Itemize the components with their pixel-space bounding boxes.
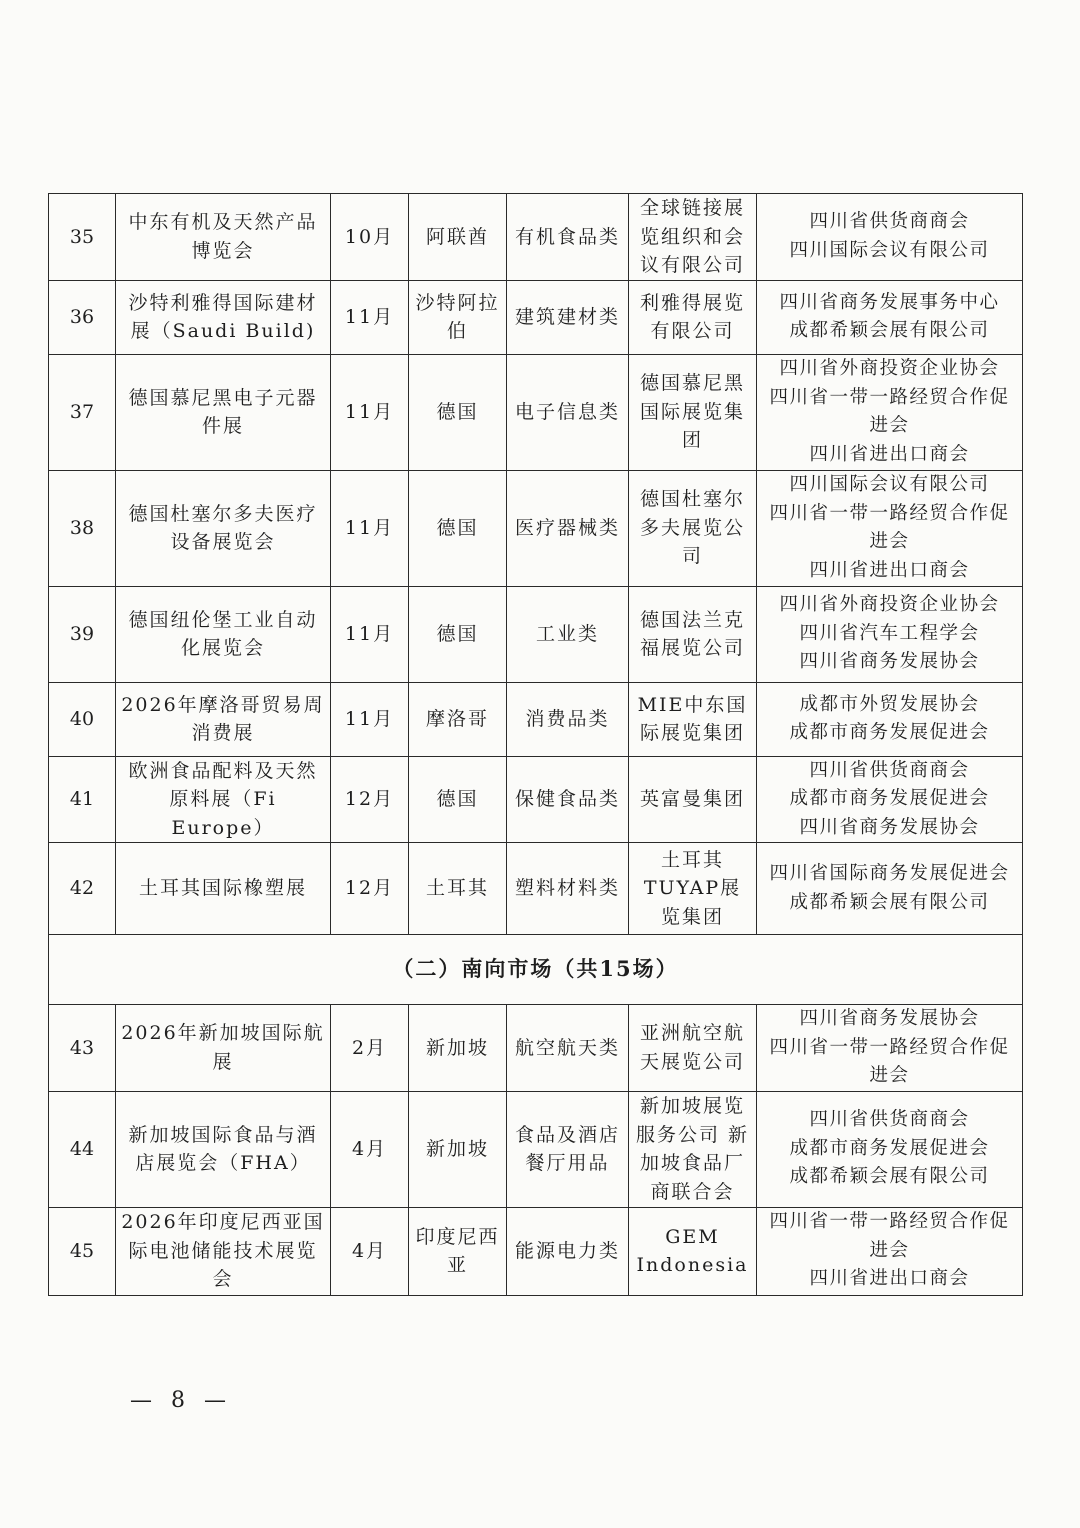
partner-organization: 成都市商务发展促进会 xyxy=(789,788,990,809)
table-row xyxy=(49,1207,1023,1295)
exhibit-partners xyxy=(757,1005,1023,1092)
exhibit-partners xyxy=(757,1091,1023,1207)
partner-organization: 四川省进出口商会 xyxy=(809,559,970,581)
exhibit-month: 11月 xyxy=(331,682,409,756)
exhibit-month: 12月 xyxy=(331,843,409,935)
exhibit-organizer: 德国法兰克福展览公司 xyxy=(629,586,757,682)
table-body-a xyxy=(49,194,1023,935)
exhibit-organizer: 土耳其TUYAP展览集团 xyxy=(629,843,757,935)
exhibit-month: 4月 xyxy=(331,1207,409,1295)
partner-organization: 四川省商务发展协会 xyxy=(799,1008,980,1029)
exhibit-number: 44 xyxy=(49,1091,116,1207)
exhibit-number: 40 xyxy=(49,682,116,756)
exhibit-partners xyxy=(757,470,1023,586)
table-row xyxy=(49,843,1023,935)
exhibit-category: 食品及酒店餐厅用品 xyxy=(507,1091,629,1207)
exhibit-month: 11月 xyxy=(331,586,409,682)
exhibit-organizer: 英富曼集团 xyxy=(629,756,757,843)
table-row xyxy=(49,194,1023,281)
partner-organization: 四川省供货商商会 xyxy=(809,759,970,781)
exhibit-number: 35 xyxy=(49,194,116,281)
exhibit-month: 2月 xyxy=(331,1005,409,1092)
partner-organization: 成都市商务发展促进会 xyxy=(789,1137,990,1159)
exhibit-country: 德国 xyxy=(409,756,507,843)
section-title: （二）南向市场（共15场） xyxy=(49,935,1023,1005)
exhibit-name: 德国慕尼黑电子元器件展 xyxy=(116,354,331,470)
exhibit-country: 新加坡 xyxy=(409,1005,507,1092)
partner-organization: 四川省进出口商会 xyxy=(809,1268,970,1290)
exhibit-name: 2026年新加坡国际航展 xyxy=(116,1005,331,1092)
exhibit-month: 11月 xyxy=(331,354,409,470)
partner-organization: 成都希颖会展有限公司 xyxy=(789,891,990,913)
exhibit-name: 土耳其国际橡塑展 xyxy=(116,843,331,935)
table-body-section xyxy=(49,935,1023,1005)
exhibit-country: 印度尼西亚 xyxy=(409,1207,507,1295)
exhibit-category: 医疗器械类 xyxy=(507,470,629,586)
exhibit-country: 沙特阿拉伯 xyxy=(409,280,507,354)
table-row xyxy=(49,280,1023,354)
partner-organization: 四川省进出口商会 xyxy=(809,443,970,465)
partner-organization: 四川省外商投资企业协会 xyxy=(779,594,1000,616)
partner-organization: 四川国际会议有限公司 xyxy=(789,239,990,261)
exhibit-country: 阿联酋 xyxy=(409,194,507,281)
exhibit-month: 12月 xyxy=(331,756,409,843)
exhibit-number: 41 xyxy=(49,756,116,843)
partner-organization: 四川省商务发展协会 xyxy=(799,651,980,673)
exhibit-number: 37 xyxy=(49,354,116,470)
exhibit-partners xyxy=(757,756,1023,843)
exhibit-country: 摩洛哥 xyxy=(409,682,507,756)
exhibit-name: 新加坡国际食品与酒店展览会（FHA） xyxy=(116,1091,331,1207)
exhibit-partners xyxy=(757,194,1023,281)
exhibit-name: 欧洲食品配料及天然原料展（Fi Europe） xyxy=(116,756,331,843)
exhibit-month: 10月 xyxy=(331,194,409,281)
partner-organization: 四川省一带一路经贸合作促进会 xyxy=(769,1211,1010,1261)
exhibit-organizer: GEM Indonesia xyxy=(629,1207,757,1295)
table-row xyxy=(49,586,1023,682)
partner-organization: 四川省供货商商会 xyxy=(809,1109,970,1131)
partner-organization: 四川国际会议有限公司 xyxy=(789,474,990,495)
partner-organization: 四川省商务发展事务中心 xyxy=(779,291,1000,313)
exhibit-partners xyxy=(757,682,1023,756)
exhibit-month: 11月 xyxy=(331,280,409,354)
table-row xyxy=(49,354,1023,470)
exhibit-organizer: 利雅得展览有限公司 xyxy=(629,280,757,354)
exhibit-organizer: 亚洲航空航天展览公司 xyxy=(629,1005,757,1092)
partner-organization: 四川省外商投资企业协会 xyxy=(779,358,1000,379)
exhibit-organizer: 德国杜塞尔多夫展览公司 xyxy=(629,470,757,586)
exhibit-category: 有机食品类 xyxy=(507,194,629,281)
exhibit-month: 11月 xyxy=(331,470,409,586)
exhibit-partners xyxy=(757,354,1023,470)
exhibit-partners xyxy=(757,1207,1023,1295)
exhibit-partners xyxy=(757,280,1023,354)
exhibit-organizer: 全球链接展览组织和会议有限公司 xyxy=(629,194,757,281)
exhibit-category: 航空航天类 xyxy=(507,1005,629,1092)
exhibit-category: 塑料材料类 xyxy=(507,843,629,935)
table-row xyxy=(49,470,1023,586)
exhibit-name: 2026年摩洛哥贸易周消费展 xyxy=(116,682,331,756)
exhibit-number: 42 xyxy=(49,843,116,935)
exhibit-number: 39 xyxy=(49,586,116,682)
exhibit-country: 德国 xyxy=(409,470,507,586)
partner-organization: 成都希颖会展有限公司 xyxy=(789,320,990,341)
partner-organization: 成都市外贸发展协会 xyxy=(799,693,980,715)
exhibit-number: 38 xyxy=(49,470,116,586)
exhibit-category: 保健食品类 xyxy=(507,756,629,843)
partner-organization: 四川省供货商商会 xyxy=(809,211,970,233)
exhibit-country: 德国 xyxy=(409,586,507,682)
exhibit-category: 能源电力类 xyxy=(507,1207,629,1295)
exhibit-country: 德国 xyxy=(409,354,507,470)
exhibit-name: 中东有机及天然产品博览会 xyxy=(116,194,331,281)
exhibit-country: 土耳其 xyxy=(409,843,507,935)
exhibit-organizer: MIE中东国际展览集团 xyxy=(629,682,757,756)
exhibit-organizer: 德国慕尼黑国际展览集团 xyxy=(629,354,757,470)
partner-organization: 四川省一带一路经贸合作促进会 xyxy=(769,386,1010,436)
section-row xyxy=(49,935,1023,1005)
exhibit-category: 工业类 xyxy=(507,586,629,682)
exhibit-category: 电子信息类 xyxy=(507,354,629,470)
partner-organization: 四川省一带一路经贸合作促进会 xyxy=(769,1036,1010,1086)
exhibit-name: 德国杜塞尔多夫医疗设备展览会 xyxy=(116,470,331,586)
exhibition-table xyxy=(48,193,1023,1296)
exhibit-name: 沙特利雅得国际建材展（Saudi Build) xyxy=(116,280,331,354)
exhibit-number: 36 xyxy=(49,280,116,354)
table-body-b xyxy=(49,1005,1023,1296)
partner-organization: 四川省汽车工程学会 xyxy=(799,622,980,644)
exhibit-category: 消费品类 xyxy=(507,682,629,756)
exhibit-partners xyxy=(757,843,1023,935)
table-row xyxy=(49,756,1023,843)
table-row xyxy=(49,1091,1023,1207)
partner-organization: 四川省一带一路经贸合作促进会 xyxy=(769,502,1010,552)
exhibit-category: 建筑建材类 xyxy=(507,280,629,354)
partner-organization: 四川省国际商务发展促进会 xyxy=(769,863,1010,884)
exhibit-partners xyxy=(757,586,1023,682)
exhibit-number: 43 xyxy=(49,1005,116,1092)
partner-organization: 成都市商务发展促进会 xyxy=(789,722,990,743)
page-number: — 8 — xyxy=(130,1388,232,1413)
exhibit-month: 4月 xyxy=(331,1091,409,1207)
partner-organization: 四川省商务发展协会 xyxy=(799,816,980,838)
exhibit-name: 德国纽伦堡工业自动化展览会 xyxy=(116,586,331,682)
exhibit-country: 新加坡 xyxy=(409,1091,507,1207)
exhibit-number: 45 xyxy=(49,1207,116,1295)
table-row xyxy=(49,1005,1023,1092)
table-row xyxy=(49,682,1023,756)
exhibit-organizer: 新加坡展览服务公司 新加坡食品厂商联合会 xyxy=(629,1091,757,1207)
exhibit-name: 2026年印度尼西亚国际电池储能技术展览会 xyxy=(116,1207,331,1295)
partner-organization: 成都希颖会展有限公司 xyxy=(789,1166,990,1188)
